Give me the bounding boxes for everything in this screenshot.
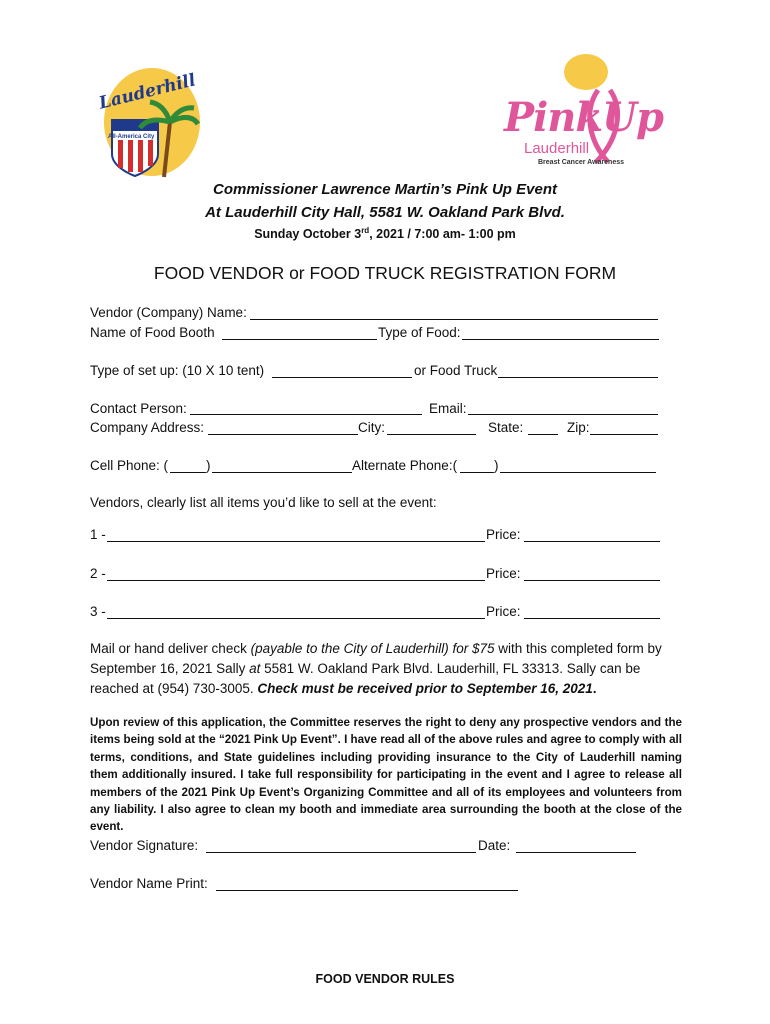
lauderhill-logo [92, 62, 202, 180]
cell-phone-label: Cell Phone: ( [90, 458, 169, 473]
alt-phone-field[interactable] [500, 472, 656, 473]
item-price-label: Price: [486, 604, 521, 619]
item-price-label: Price: [486, 566, 521, 581]
contact-person-field[interactable] [190, 414, 422, 415]
state-field[interactable] [528, 434, 558, 435]
event-location: At Lauderhill City Hall, 5581 W. Oakland Park Blvd. [205, 204, 565, 221]
event-date [0, 226, 770, 241]
item-name-field[interactable] [107, 618, 485, 619]
agreement-text: Upon review of this application, the Committee reserves the right to deny any prospective vendors and the items being sold at the “2021 Pink Up Event”. I have read all of the above rules and agree to comply with all terms, conditions, and State guidelines including providing insurance to the City of Lauderhill naming them additionally insured. I take full responsibility for participating in the event and I agree to release all members of the 2021 Pink Up Event’s Organizing Committee and all of its employees and volunteers from any liability. I also agree to clean my booth and immediate area surrounding the booth at the close of the event. [90, 716, 682, 834]
item-name-field[interactable] [107, 541, 485, 542]
alt-phone-close: ) [494, 458, 499, 473]
payment-text-3: 5581 W. Oakland Park Blvd. Lauderhill, FL 33313. Sally can be reached at (954) 730-3005. [90, 661, 641, 696]
vendor-name-print-field[interactable] [216, 890, 518, 891]
pinkup-logo-main: PinkUp [504, 94, 663, 141]
company-address-label: Company Address: [90, 420, 205, 435]
item-name-field[interactable] [107, 580, 485, 581]
pinkup-logo-sub: Lauderhill [524, 140, 590, 157]
zip-field[interactable] [590, 434, 658, 435]
food-truck-label: or Food Truck [414, 363, 498, 378]
item-number: 3 - [90, 604, 106, 619]
item-price-field[interactable] [524, 541, 660, 542]
contact-person-label: Contact Person: [90, 401, 187, 416]
payment-deadline: Check must be received prior to September 16, 2021 [257, 681, 593, 696]
vendor-signature-label: Vendor Signature: [90, 838, 199, 853]
cell-phone-field[interactable] [212, 472, 352, 473]
vendor-name-label: Vendor (Company) Name: [90, 305, 247, 320]
zip-label: Zip: [567, 420, 590, 435]
company-address-field[interactable] [208, 434, 358, 435]
vendor-name-field[interactable] [250, 319, 658, 320]
city-field[interactable] [387, 434, 476, 435]
vendor-signature-field[interactable] [206, 852, 476, 853]
food-type-field[interactable] [462, 339, 659, 340]
alt-area-code-field[interactable] [460, 472, 494, 473]
payment-end: . [592, 681, 597, 696]
item-number: 1 - [90, 527, 106, 542]
pinkup-logo [498, 50, 663, 172]
payment-payee: (payable to the City of Lauderhill) for $75 [250, 641, 495, 656]
lauderhill-logo-subtext: All-America City [108, 134, 155, 140]
item-price-label: Price: [486, 527, 521, 542]
food-truck-field[interactable] [498, 377, 658, 378]
event-date-suffix: , 2021 / 7:00 am- 1:00 pm [369, 227, 516, 242]
event-date-sup: rd [361, 226, 370, 235]
payment-text-1: Mail or hand deliver check [90, 641, 251, 656]
setup-type-field[interactable] [272, 377, 412, 378]
pinkup-logo-caption: Breast Cancer Awareness [538, 159, 624, 166]
form-title: FOOD VENDOR or FOOD TRUCK REGISTRATION FORM [153, 263, 617, 283]
items-intro: Vendors, clearly list all items you’d like to sell at the event: [90, 495, 437, 510]
email-field[interactable] [468, 414, 658, 415]
setup-type-label: Type of set up: (10 X 10 tent) [90, 363, 265, 378]
booth-name-field[interactable] [222, 339, 377, 340]
vendor-name-print-label: Vendor Name Print: [90, 876, 208, 891]
city-label: City: [358, 420, 385, 435]
payment-at: at [249, 661, 261, 676]
signature-date-label: Date: [478, 838, 511, 853]
food-type-label: Type of Food: [378, 325, 461, 340]
cell-phone-close: ) [206, 458, 211, 473]
item-price-field[interactable] [524, 618, 660, 619]
item-price-field[interactable] [524, 580, 660, 581]
booth-name-label: Name of Food Booth [90, 325, 215, 340]
item-number: 2 - [90, 566, 106, 581]
email-label: Email: [429, 401, 467, 416]
lauderhill-logo-text: Lauderhill [97, 70, 198, 114]
state-label: State: [488, 420, 524, 435]
signature-date-field[interactable] [516, 852, 636, 853]
payment-instructions [90, 639, 680, 699]
cell-area-code-field[interactable] [170, 472, 206, 473]
event-title: Commissioner Lawrence Martin’s Pink Up Event [213, 181, 557, 198]
footer-title: FOOD VENDOR RULES [315, 972, 455, 986]
payment-text-2: with this completed form by September 16, 2021 Sally [90, 641, 662, 676]
alt-phone-label: Alternate Phone:( [352, 458, 458, 473]
event-date-prefix: Sunday October 3 [254, 227, 362, 242]
